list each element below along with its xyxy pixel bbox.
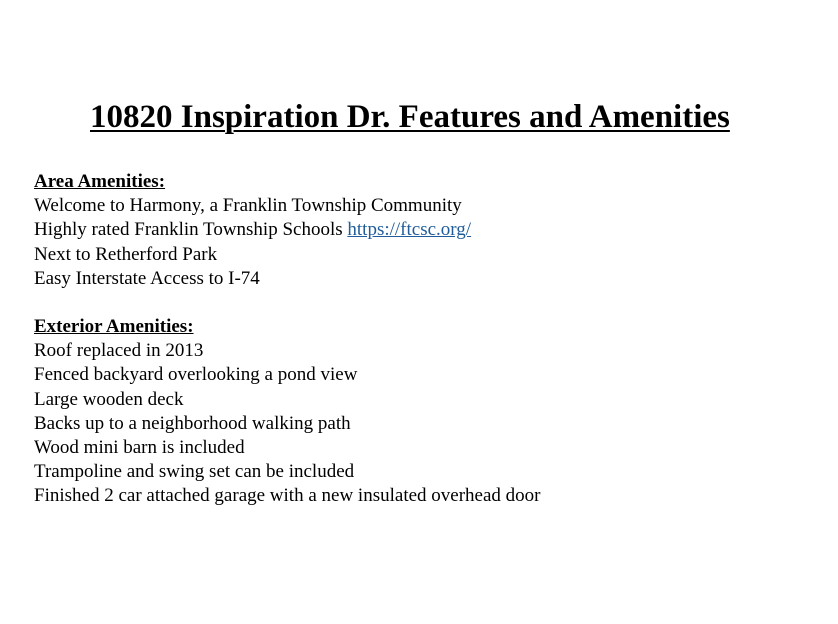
schools-text: Highly rated Franklin Township Schools <box>34 219 348 241</box>
document-title: 10820 Inspiration Dr. Features and Amenities <box>90 99 730 135</box>
exterior-amenity-item: Roof replaced in 2013 <box>34 340 204 362</box>
exterior-amenity-item: Backs up to a neighborhood walking path <box>34 412 351 434</box>
exterior-amenities-section <box>34 315 540 509</box>
area-amenity-interstate: Easy Interstate Access to I-74 <box>34 267 260 289</box>
exterior-amenity-item: Large wooden deck <box>34 388 184 410</box>
exterior-amenity-item: Wood mini barn is included <box>34 437 245 459</box>
area-amenities-section <box>34 170 471 291</box>
exterior-amenity-item: Fenced backyard overlooking a pond view <box>34 364 358 386</box>
area-amenities-heading: Area Amenities: <box>34 171 166 192</box>
area-amenity-park: Next to Retherford Park <box>34 243 218 265</box>
area-amenity-schools <box>34 218 471 242</box>
schools-link[interactable]: https://ftcsc.org/ <box>347 219 472 241</box>
exterior-amenities-heading: Exterior Amenities: <box>34 316 194 337</box>
exterior-amenity-item: Trampoline and swing set can be included <box>34 461 355 483</box>
exterior-amenity-item: Finished 2 car attached garage with a new insulated overhead door <box>34 485 541 507</box>
area-amenity-harmony: Welcome to Harmony, a Franklin Township Community <box>34 195 462 217</box>
